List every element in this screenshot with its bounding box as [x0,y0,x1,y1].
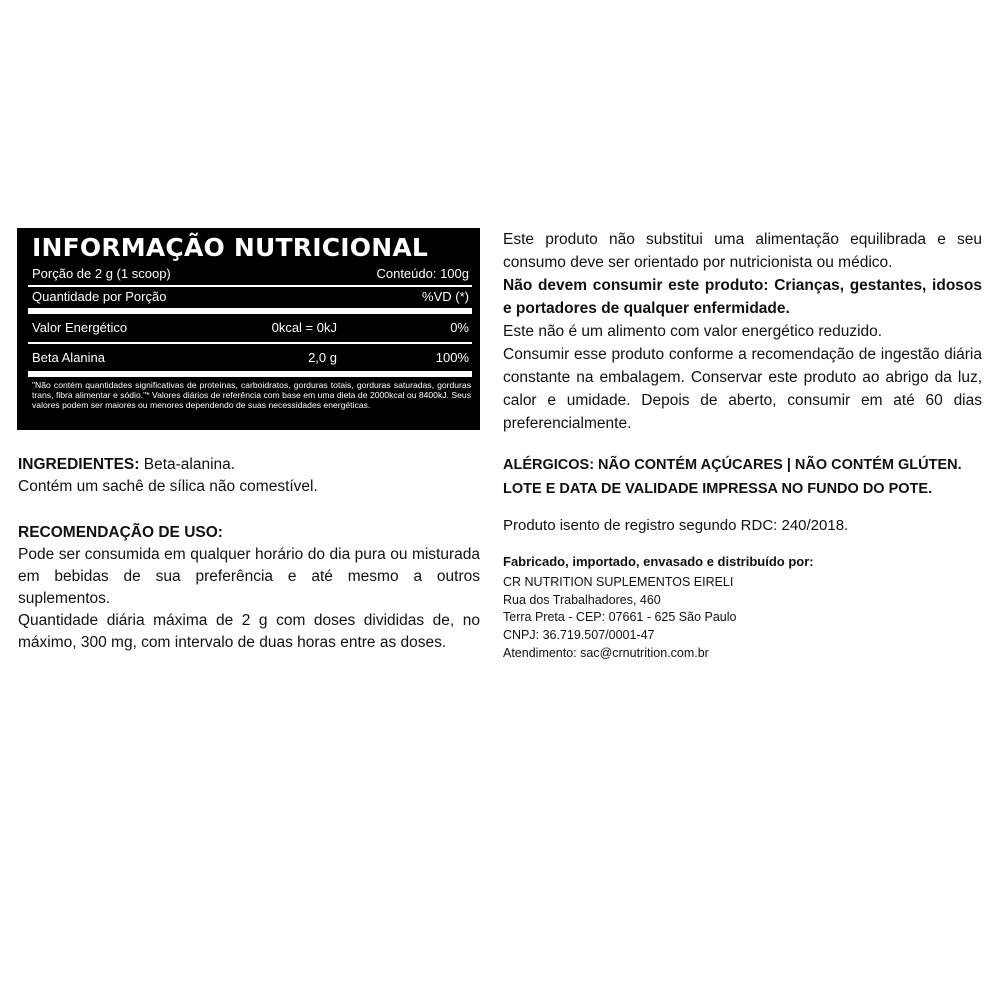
content-label: Conteúdo: 100g [376,266,469,281]
nutrition-title: INFORMAÇÃO NUTRICIONAL [32,233,429,262]
ingredients-section [18,454,480,498]
warning-paragraph: Consumir esse produto conforme a recomendação de ingestão diária constante na embalagem. Conservar este produto ao abrigo da luz, calor e umidade. Depois de aberto, consumir em até 60 dias preferencialmente. [503,346,982,432]
portion-label: Porção de 2 g (1 scoop) [32,266,171,281]
warning-paragraph-bold: Não devem consumir este produto: Crianças, gestantes, idosos e portadores de qualquer enfermidade. [503,277,982,317]
divider-thick [28,371,472,377]
company-contact: Atendimento: sac@crnutrition.com.br [503,645,709,660]
manufacturer-details [503,574,736,663]
manufacturer-label: Fabricado, importado, envasado e distribuído por: [503,554,814,569]
company-street: Rua dos Trabalhadores, 460 [503,592,661,607]
divider-thick [28,308,472,314]
usage-section [18,522,480,654]
nutrient-vd: 0% [450,320,469,335]
divider-row [28,342,472,344]
ingredients-value: Beta-alanina. [139,456,236,473]
nutrition-facts-panel [17,228,480,430]
nutrient-amount: 2,0 g [308,350,337,365]
nutrient-amount: 0kcal = 0kJ [271,320,337,335]
ingredients-line [18,454,480,476]
usage-label: RECOMENDAÇÃO DE USO: [18,524,223,541]
nutrient-name: Valor Energético [32,320,128,335]
nutrient-name: Beta Alanina [32,350,106,365]
allergens-line: ALÉRGICOS: NÃO CONTÉM AÇÚCARES | NÃO CONTÉM GLÚTEN. [503,457,962,473]
usage-paragraph: Quantidade diária máxima de 2 g com doses divididas de, no máximo, 300 mg, com intervalo de duas horas entre as doses. [18,612,480,651]
vd-label: %VD (*) [422,289,469,304]
usage-paragraph: Pode ser consumida em qualquer horário do dia pura ou misturada em bebidas de sua preferência e até mesmo a outros suplementos. [18,546,480,607]
ingredients-label: INGREDIENTES: [18,456,140,473]
company-cnpj: CNPJ: 36.719.507/0001-47 [503,628,655,643]
divider-thin [28,285,472,287]
company-city: Terra Preta - CEP: 07661 - 625 São Paulo [503,610,737,625]
ingredients-note: Contém um sachê de sílica não comestível. [18,478,318,495]
warning-paragraph: Este produto não substitui uma alimentação equilibrada e seu consumo deve ser orientado por nutricionista ou médico. [503,231,982,271]
nutrition-footnote: "Não contém quantidades significativas de proteínas, carboidratos, gorduras totais, gorduras saturadas, gorduras trans, fibra alimentar e sódio."* Valores diários de referência com base em uma dieta de 2000kcal ou 8400kJ. Seus valores podem ser maiores ou menores dependendo de suas necessidades energéticas. [32,380,471,410]
nutrient-vd: 100% [435,350,469,365]
warning-paragraph: Este não é um alimento com valor energético reduzido. [503,323,883,340]
registration-line: Produto isento de registro segundo RDC: 240/2018. [503,517,849,534]
batch-line: LOTE E DATA DE VALIDADE IMPRESSA NO FUNDO DO POTE. [503,481,933,497]
qty-per-portion-label: Quantidade por Porção [32,289,167,304]
warnings-section [503,228,982,435]
company-name: CR NUTRITION SUPLEMENTOS EIRELI [503,575,734,589]
